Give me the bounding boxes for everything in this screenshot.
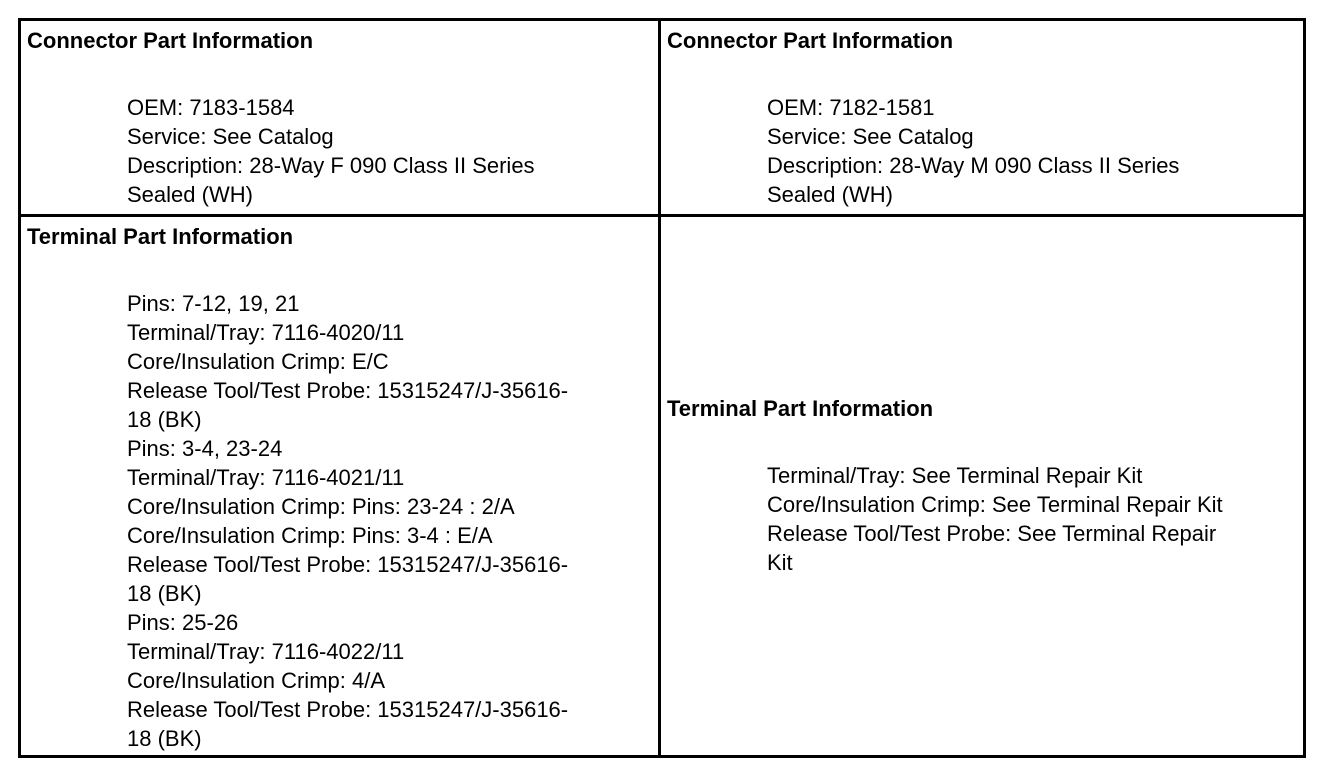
terminal-info-cell-male	[661, 217, 1303, 755]
oem-line: OEM: 7183-1584	[127, 95, 295, 120]
terminal-info-cell-female	[21, 217, 661, 755]
description-line: Description: 28-Way M 090 Class II Series	[767, 153, 1180, 178]
crimp-line: Core/Insulation Crimp: 4/A	[127, 668, 385, 693]
terminal-details	[767, 461, 1297, 577]
crimp-line: Core/Insulation Crimp: E/C	[127, 349, 389, 374]
terminal-tray-line: Terminal/Tray: 7116-4020/11	[127, 320, 405, 345]
oem-line: OEM: 7182-1581	[767, 95, 935, 120]
description-line: Description: 28-Way F 090 Class II Series	[127, 153, 535, 178]
connector-info-cell-male	[661, 21, 1303, 217]
terminal-info-heading: Terminal Part Information	[27, 224, 294, 249]
terminal-info-heading: Terminal Part Information	[667, 396, 934, 421]
release-tool-line: Release Tool/Test Probe: 15315247/J-35616-	[127, 697, 569, 722]
terminal-info-block	[667, 395, 1297, 577]
terminal-tray-line: Terminal/Tray: 7116-4022/11	[127, 639, 405, 664]
description-line-cont: Sealed (WH)	[767, 182, 893, 207]
description-line-cont: Sealed (WH)	[127, 182, 253, 207]
connector-info-heading: Connector Part Information	[27, 28, 314, 53]
release-tool-line-cont: 18 (BK)	[127, 407, 202, 432]
release-tool-line-cont: Kit	[767, 550, 793, 575]
release-tool-line: Release Tool/Test Probe: 15315247/J-35616-	[127, 378, 569, 403]
terminal-tray-line: Terminal/Tray: See Terminal Repair Kit	[767, 463, 1143, 488]
connector-info-heading: Connector Part Information	[667, 28, 954, 53]
pins-line: Pins: 3-4, 23-24	[127, 436, 283, 461]
release-tool-line-cont: 18 (BK)	[127, 581, 202, 606]
crimp-line: Core/Insulation Crimp: See Terminal Repair Kit	[767, 492, 1223, 517]
terminal-tray-line: Terminal/Tray: 7116-4021/11	[127, 465, 405, 490]
crimp-line: Core/Insulation Crimp: Pins: 23-24 : 2/A	[127, 494, 515, 519]
connector-info-table	[18, 18, 1306, 758]
crimp-line: Core/Insulation Crimp: Pins: 3-4 : E/A	[127, 523, 493, 548]
terminal-details	[127, 289, 652, 753]
release-tool-line: Release Tool/Test Probe: 15315247/J-35616-	[127, 552, 569, 577]
release-tool-line: Release Tool/Test Probe: See Terminal Repair	[767, 521, 1217, 546]
pins-line: Pins: 25-26	[127, 610, 239, 635]
connector-info-cell-female	[21, 21, 661, 217]
service-line: Service: See Catalog	[127, 124, 334, 149]
connector-details	[767, 93, 1297, 209]
connector-details	[127, 93, 652, 209]
release-tool-line-cont: 18 (BK)	[127, 726, 202, 751]
service-line: Service: See Catalog	[767, 124, 974, 149]
pins-line: Pins: 7-12, 19, 21	[127, 291, 300, 316]
